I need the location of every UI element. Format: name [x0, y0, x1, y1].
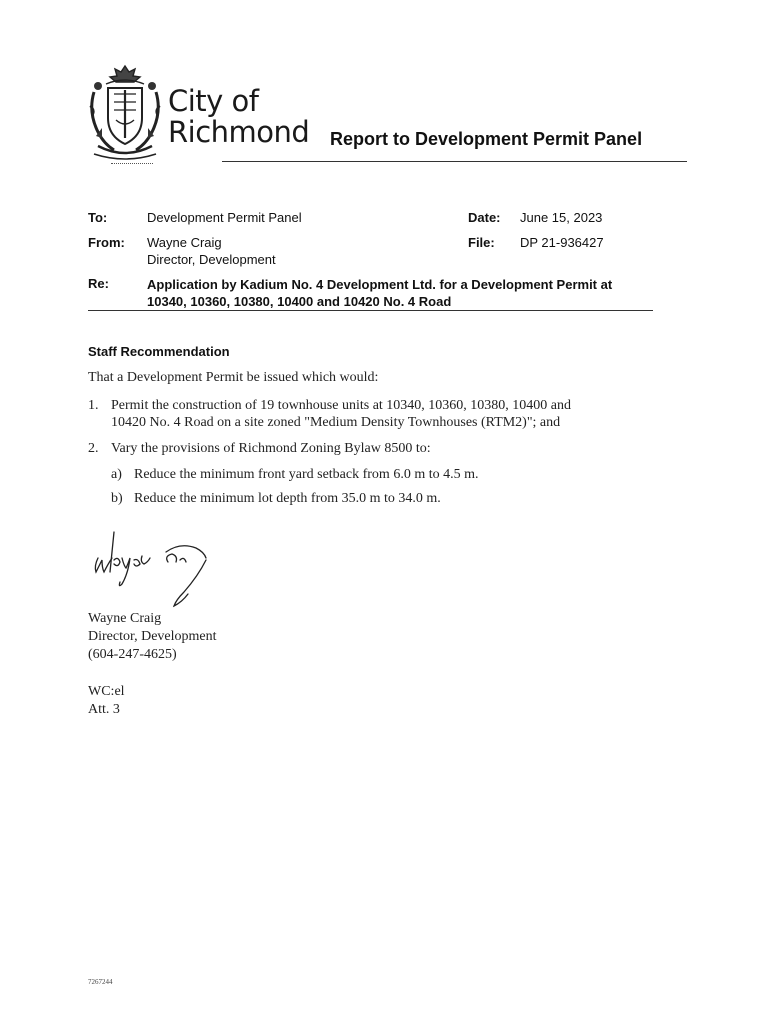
re-subject [147, 276, 677, 310]
re-subject-line1: Application by Kadium No. 4 Development Ltd. for a Development Permit at [147, 277, 613, 292]
item1-line2: 10420 No. 4 Road on a site zoned "Medium Density Townhouses (RTM2)"; and [111, 415, 561, 430]
header-divider-dotted [111, 163, 153, 164]
signoff-title: Director, Development [88, 629, 217, 644]
from-label: From: [88, 235, 125, 250]
staff-recommendation-heading: Staff Recommendation [88, 344, 230, 359]
date-value: June 15, 2023 [520, 210, 603, 225]
to-value: Development Permit Panel [147, 210, 302, 225]
date-label: Date: [468, 210, 501, 225]
header-divider [222, 161, 687, 162]
file-value: DP 21-936427 [520, 235, 604, 250]
re-divider [88, 310, 653, 311]
from-name: Wayne Craig [147, 235, 222, 250]
item1-line1: Permit the construction of 19 townhouse units at 10340, 10360, 10380, 10400 and [111, 398, 572, 413]
city-name [168, 86, 309, 148]
signoff-name: Wayne Craig [88, 611, 162, 626]
sub-a-label: a) [111, 467, 122, 482]
city-name-line1: City of [168, 84, 259, 118]
document-number: 7267244 [88, 978, 113, 986]
city-crest-logo [86, 62, 164, 162]
file-label: File: [468, 235, 495, 250]
report-title: Report to Development Permit Panel [330, 129, 643, 149]
attachments-count: Att. 3 [88, 702, 120, 717]
handwritten-signature [84, 522, 224, 612]
to-label: To: [88, 210, 108, 225]
re-label: Re: [88, 276, 109, 291]
signoff-phone: (604-247-4625) [88, 647, 177, 662]
sub-b-label: b) [111, 491, 123, 506]
sub-b-text: Reduce the minimum lot depth from 35.0 m to 34.0 m. [134, 491, 441, 506]
item2-text: Vary the provisions of Richmond Zoning Bylaw 8500 to: [111, 441, 431, 456]
city-name-line2: Richmond [168, 115, 310, 149]
from-title: Director, Development [147, 252, 276, 267]
re-subject-line2: 10340, 10360, 10380, 10400 and 10420 No. 4 Road [147, 294, 452, 309]
recommendation-intro: That a Development Permit be issued which would: [88, 370, 379, 385]
sub-a-text: Reduce the minimum front yard setback from 6.0 m to 4.5 m. [134, 467, 479, 482]
item1-number: 1. [88, 398, 99, 413]
item2-number: 2. [88, 441, 99, 456]
author-initials: WC:el [88, 684, 125, 699]
